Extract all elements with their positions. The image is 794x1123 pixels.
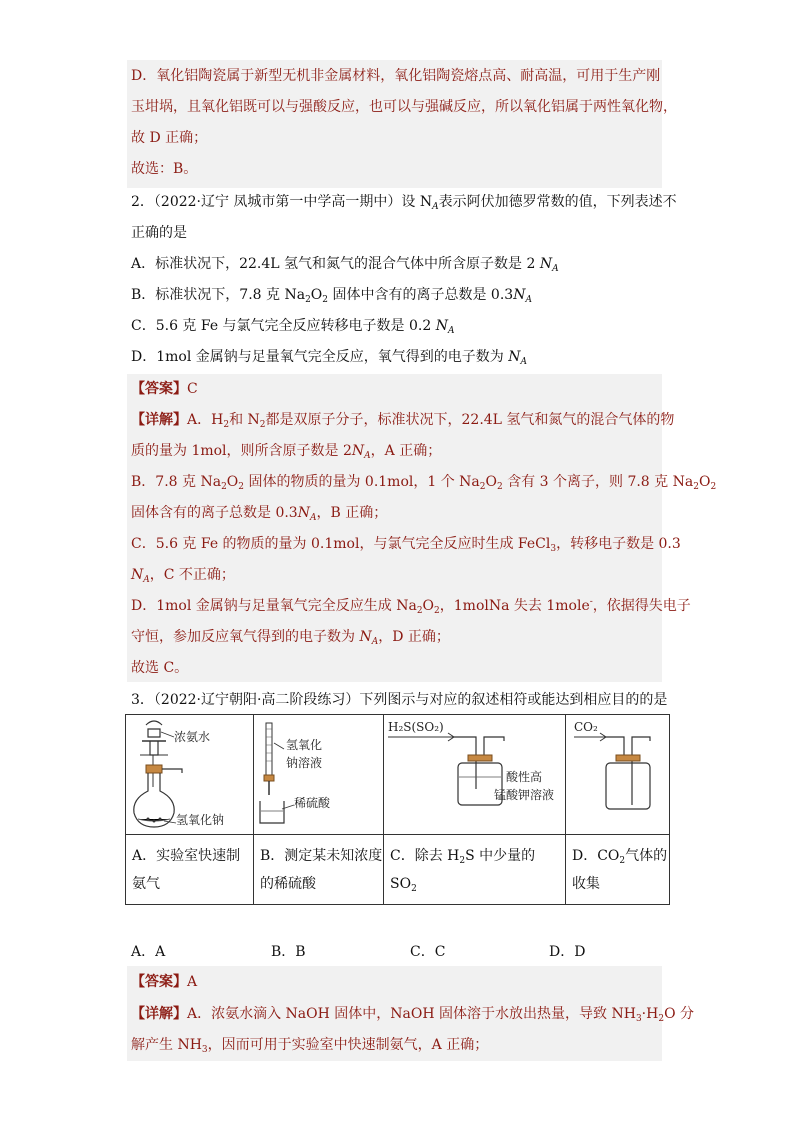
d-option-line-3: 故 D 正确； bbox=[131, 130, 208, 146]
figure-c-cell bbox=[384, 715, 566, 835]
q3-stem: 3．（2022·辽宁朝阳·高二阶段练习）下列图示与对应的叙述相符或能达到相应目的的是 bbox=[131, 692, 668, 708]
q2-detail-b-2: 固体含有的离子总数是 $0.3N_A$，B 正确； bbox=[131, 505, 388, 523]
q3-choice-b: B．B bbox=[271, 944, 306, 960]
ammonia-apparatus-diagram bbox=[126, 715, 253, 830]
q3-choice-c: C．C bbox=[410, 944, 446, 960]
q3-choice-d: D．D bbox=[549, 944, 586, 960]
q2-option-a: A．标准状况下，22.4L 氢气和氮气的混合气体中所含原子数是 2 $N_A$ bbox=[131, 256, 559, 274]
fig-b-label-2: 钠溶液 bbox=[286, 756, 323, 770]
choose-b: 故选：B。 bbox=[131, 161, 198, 177]
q2-stem-line-2: 正确的是 bbox=[131, 225, 187, 241]
q3-detail-2: 解产生 $NH_3$，因而可用于实验室中快速制氨气，A 正确； bbox=[131, 1037, 489, 1055]
fig-c-gas-label: H₂S(SO₂) bbox=[388, 720, 444, 734]
figure-a-cell bbox=[126, 715, 254, 835]
gas-wash-bottle-diagram bbox=[384, 715, 565, 830]
q2-stem-line-1: 2．（2022·辽宁 凤城市第一中学高一期中）设 $N_A$表示阿伏加德罗常数的值，下列表述不 bbox=[131, 194, 677, 212]
figure-b-cell bbox=[254, 715, 384, 835]
fig-a-bottom-label: 氢氧化钠 bbox=[176, 813, 225, 827]
q2-detail-b-1: B．7.8 克 $Na_2O_2$ 固体的物质的量为 0.1mol，1 个 $Na_2O_2$ 含有 3 个离子，则 7.8 克 $Na_2O_2$ bbox=[131, 474, 717, 492]
caption-b: B．测定某未知浓度 的稀硫酸 bbox=[254, 835, 384, 905]
fig-b-label-3: 稀硫酸 bbox=[294, 796, 331, 810]
d-option-line-1: D．氧化铝陶瓷属于新型无机非金属材料，氧化铝陶瓷熔点高、耐高温，可用于生产刚 bbox=[131, 68, 661, 84]
q2-option-b: B．标准状况下，7.8 克 $Na_2O_2$ 固体中含有的离子总数是 $0.3N_A$ bbox=[131, 287, 532, 305]
fig-c-label-2: 锰酸钾溶液 bbox=[494, 788, 555, 802]
q2-detail-c-1: C．5.6 克 Fe 的物质的量为 0.1mol，与氯气完全反应时生成 FeCl$_3$，转移电子数是 0.3 bbox=[131, 536, 681, 554]
q2-detail-d-2: 守恒，参加反应氧气得到的电子数为 $N_A$，D 正确； bbox=[131, 629, 450, 647]
caption-a: A．实验室快速制 氨气 bbox=[126, 835, 254, 905]
q3-answer: 【答案】A bbox=[131, 974, 198, 990]
q2-choose: 故选 C。 bbox=[131, 660, 189, 676]
q2-option-d: D．1mol 金属钠与足量氧气完全反应，氧气得到的电子数为 $N_A$ bbox=[131, 349, 527, 367]
figure-d-cell bbox=[566, 715, 670, 835]
fig-b-label-1: 氢氧化 bbox=[286, 738, 323, 752]
titration-diagram bbox=[254, 715, 383, 830]
q3-figure-table bbox=[125, 714, 670, 905]
q2-detail-a-2: 质的量为 1mol，则所含原子数是 $2N_A$，A 正确； bbox=[131, 443, 442, 461]
q2-detail-c-2: $N_A$，C 不正确； bbox=[131, 567, 235, 585]
q3-detail-1: 【详解】A．浓氨水滴入 NaOH 固体中，NaOH 固体溶于水放出热量，导致 $NH_3\cdot H_2O$ 分 bbox=[131, 1006, 695, 1024]
q2-detail-a-1: 【详解】A．$H_2$和 $N_2$都是双原子分子，标准状况下，22.4L 氢气和氮气的混合气体的物 bbox=[131, 412, 675, 430]
fig-a-top-label: 浓氨水 bbox=[174, 730, 211, 744]
fig-d-gas-label: CO₂ bbox=[574, 720, 598, 734]
fig-c-label-1: 酸性高 bbox=[506, 770, 543, 784]
q2-answer: 【答案】C bbox=[131, 381, 198, 397]
q2-option-c: C．5.6 克 Fe 与氯气完全反应转移电子数是 0.2 $N_A$ bbox=[131, 318, 455, 336]
d-option-line-2: 玉坩埚，且氧化铝既可以与强酸反应，也可以与强碱反应，所以氧化铝属于两性氧化物， bbox=[131, 99, 677, 115]
q2-detail-d-1: D．1mol 金属钠与足量氧气完全反应生成 $Na_2O_2$，1molNa 失去 1mole-，依据得失电子 bbox=[131, 597, 691, 616]
gas-collection-diagram bbox=[566, 715, 669, 830]
q3-choice-a: A．A bbox=[131, 944, 166, 960]
caption-d: D．$CO_2$气体的 收集 bbox=[566, 835, 670, 905]
caption-c: C．除去 $H_2S$ 中少量的 $SO_2$ bbox=[384, 835, 566, 905]
